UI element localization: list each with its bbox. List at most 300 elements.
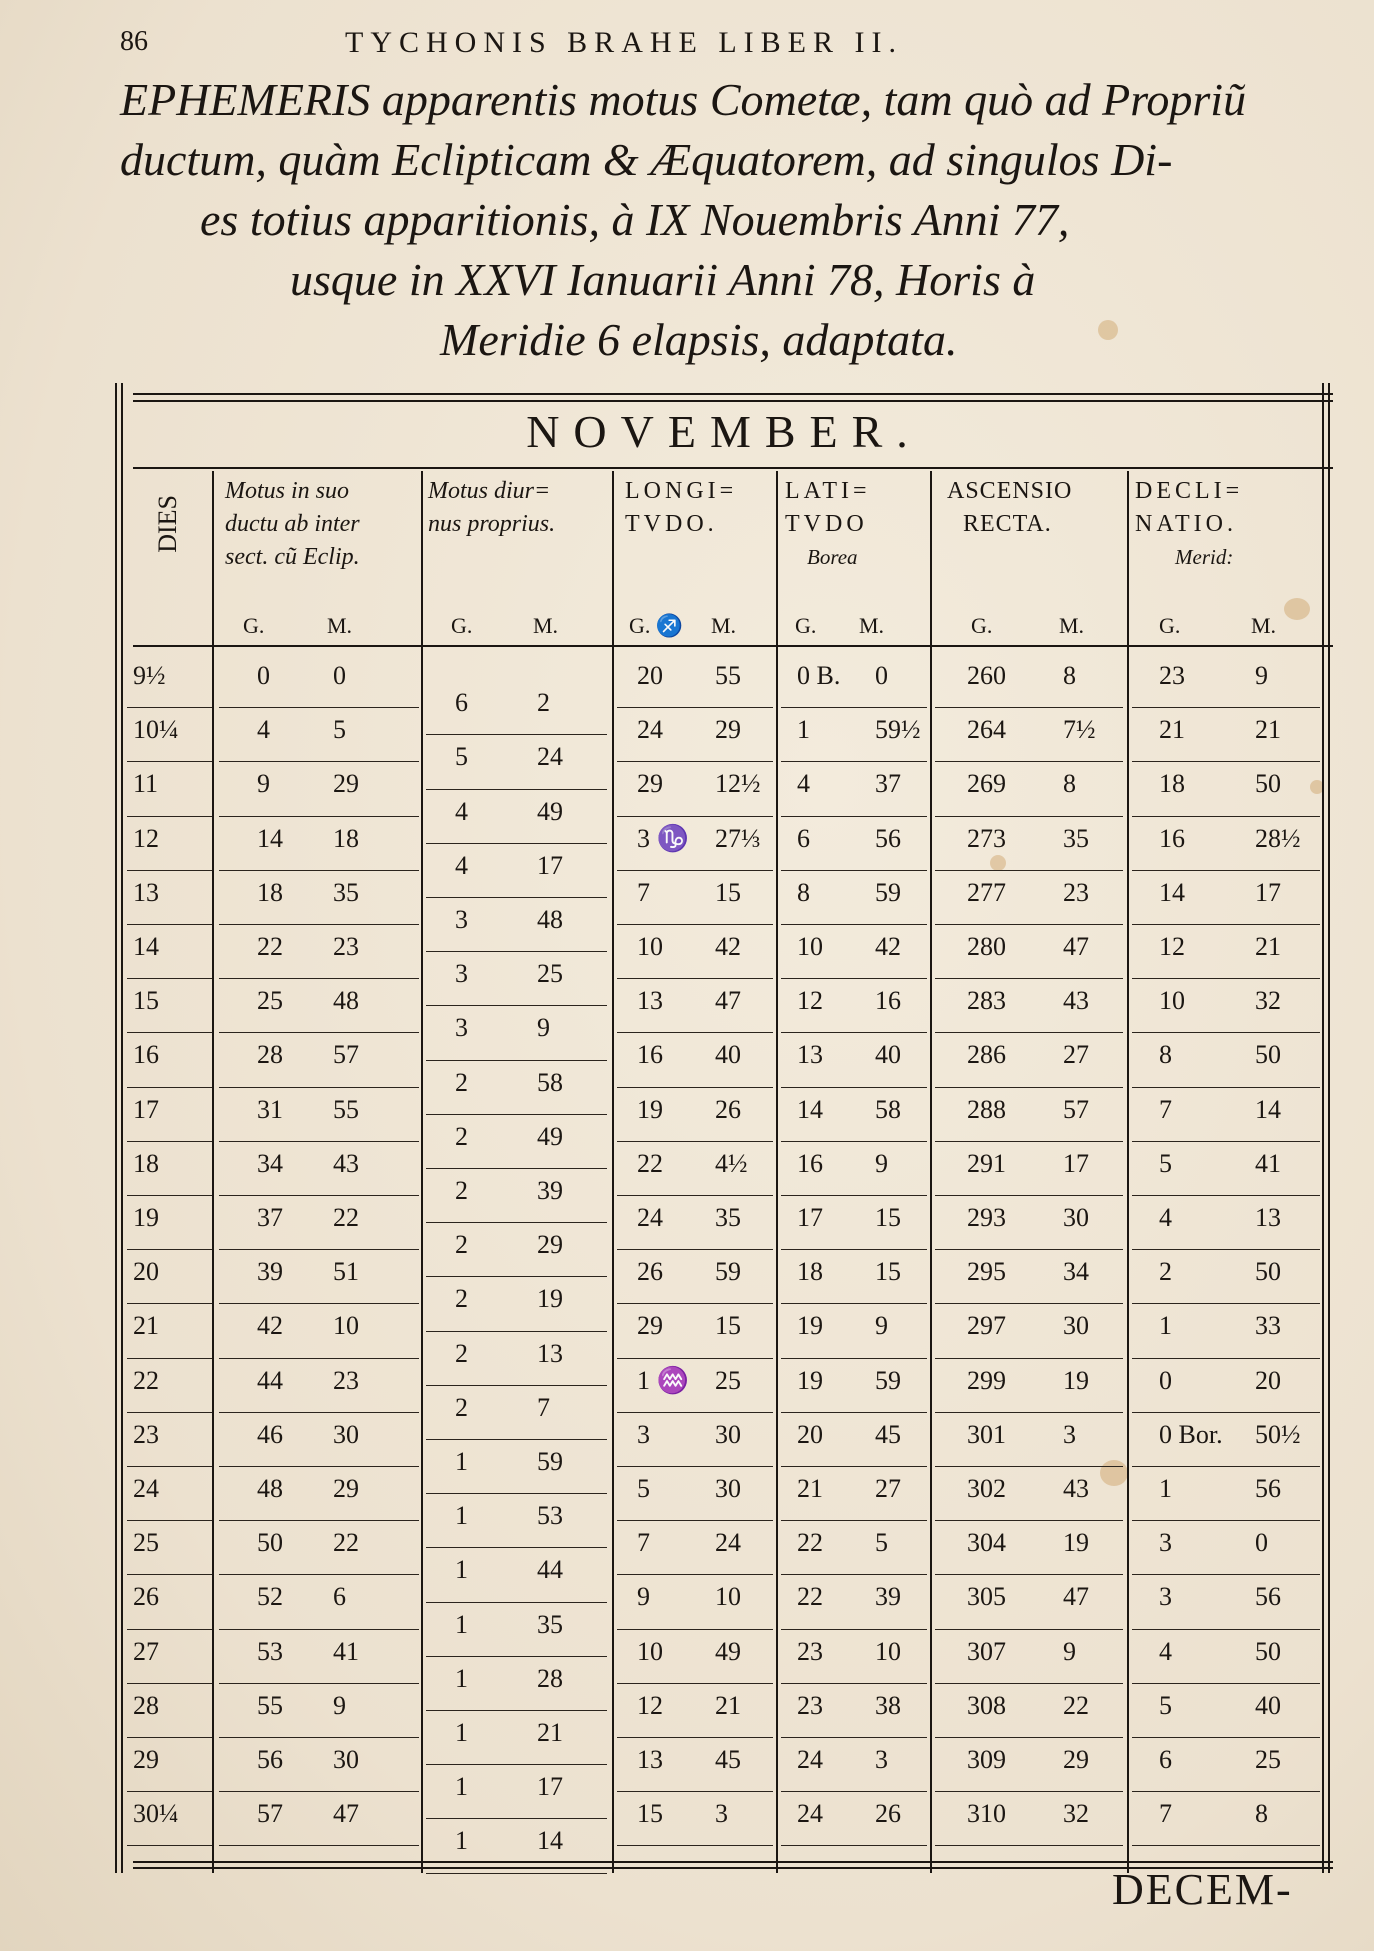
cell-asc-g: 297 bbox=[967, 1311, 1006, 1341]
row-rule bbox=[219, 1629, 419, 1630]
cell-long-g: 26 bbox=[637, 1257, 663, 1287]
header-motus-ductu bbox=[225, 475, 360, 574]
cell-lat-g: 13 bbox=[797, 1040, 823, 1070]
cell-long-g: 29 bbox=[637, 769, 663, 799]
cell-long-g: 5 bbox=[637, 1474, 650, 1503]
cell-lat-m: 0 bbox=[875, 661, 888, 690]
cell-lat-g: 4 bbox=[797, 769, 810, 799]
cell-asc-m: 9 bbox=[1063, 1636, 1076, 1666]
row-rule bbox=[219, 707, 419, 708]
row-rule bbox=[617, 761, 773, 762]
unit-label: G. ♐ bbox=[629, 613, 684, 638]
cell-long-m: 49 bbox=[715, 1636, 741, 1666]
row-rule bbox=[935, 1303, 1123, 1304]
cell-decl-m: 0 bbox=[1255, 1528, 1268, 1558]
row-rule bbox=[219, 1737, 419, 1738]
row-rule bbox=[127, 1791, 212, 1792]
cell-dies: 16 bbox=[133, 1040, 159, 1070]
row-rule bbox=[219, 870, 419, 871]
cell-ductu-m: 35 bbox=[333, 877, 359, 907]
cell-long-g: 22 bbox=[637, 1148, 663, 1178]
row-rule bbox=[781, 1737, 927, 1738]
header-line: ASCENSIO bbox=[947, 478, 1073, 504]
cell-ductu-m: 6 bbox=[333, 1582, 346, 1612]
row-rule bbox=[781, 1249, 927, 1250]
cell-asc-g: 277 bbox=[967, 877, 1006, 907]
cell-diurnus-m: 53 bbox=[537, 1501, 563, 1531]
header-longitudo bbox=[625, 475, 737, 541]
cell-lat-m: 45 bbox=[875, 1419, 901, 1449]
cell-long-m: 30 bbox=[715, 1474, 741, 1503]
cell-long-m: 15 bbox=[715, 1311, 741, 1341]
row-rule bbox=[219, 1358, 419, 1359]
cell-diurnus-g: 1 bbox=[455, 1446, 468, 1476]
row-rule bbox=[1132, 1303, 1320, 1304]
cell-ductu-g: 48 bbox=[257, 1474, 283, 1503]
cell-asc-g: 307 bbox=[967, 1636, 1006, 1666]
cell-decl-g: 23 bbox=[1159, 661, 1185, 690]
cell-asc-m: 35 bbox=[1063, 823, 1089, 853]
title-block bbox=[110, 70, 1350, 370]
row-rule bbox=[426, 951, 607, 952]
cell-decl-m: 33 bbox=[1255, 1311, 1281, 1341]
cell-dies: 20 bbox=[133, 1257, 159, 1287]
cell-decl-m: 50 bbox=[1255, 1257, 1281, 1287]
row-rule bbox=[426, 1873, 607, 1874]
cell-ductu-g: 4 bbox=[257, 715, 270, 745]
cell-diurnus-m: 48 bbox=[537, 904, 563, 934]
cell-diurnus-g: 2 bbox=[455, 1230, 468, 1260]
cell-ductu-m: 41 bbox=[333, 1636, 359, 1666]
row-rule bbox=[426, 897, 607, 898]
table-bottom-rule bbox=[133, 1861, 1333, 1863]
header-declinatio bbox=[1135, 475, 1243, 574]
row-rule bbox=[127, 1358, 212, 1359]
cell-lat-m: 9 bbox=[875, 1311, 888, 1341]
cell-long-m: 42 bbox=[715, 932, 741, 961]
row-rule bbox=[781, 1358, 927, 1359]
unit-label: G. bbox=[451, 613, 473, 638]
cell-decl-g: 0 bbox=[1159, 1365, 1172, 1395]
cell-diurnus-g: 2 bbox=[455, 1175, 468, 1205]
cell-lat-m: 27 bbox=[875, 1474, 901, 1503]
row-rule bbox=[617, 1845, 773, 1846]
row-rule bbox=[1132, 1629, 1320, 1630]
table-top-rule bbox=[133, 393, 1333, 395]
cell-asc-m: 57 bbox=[1063, 1094, 1089, 1124]
header-line: TVDO. bbox=[625, 511, 718, 537]
row-rule bbox=[935, 1032, 1123, 1033]
cell-long-g: 1 ♒ bbox=[637, 1365, 689, 1395]
cell-asc-m: 8 bbox=[1063, 661, 1076, 690]
cell-asc-g: 304 bbox=[967, 1528, 1006, 1558]
cell-decl-g: 5 bbox=[1159, 1148, 1172, 1178]
row-rule bbox=[127, 1032, 212, 1033]
cell-decl-g: 16 bbox=[1159, 823, 1185, 853]
cell-decl-m: 28½ bbox=[1255, 823, 1301, 853]
row-rule bbox=[127, 1087, 212, 1088]
header-line: Merid: bbox=[1175, 545, 1234, 569]
row-rule bbox=[127, 1845, 212, 1846]
cell-diurnus-m: 29 bbox=[537, 1230, 563, 1260]
row-rule bbox=[127, 1466, 212, 1467]
cell-diurnus-g: 1 bbox=[455, 1663, 468, 1693]
ephemeris-table bbox=[115, 383, 1333, 1873]
row-rule bbox=[617, 1466, 773, 1467]
cell-diurnus-g: 1 bbox=[455, 1717, 468, 1747]
cell-lat-m: 37 bbox=[875, 769, 901, 799]
cell-long-m: 15 bbox=[715, 877, 741, 907]
cell-decl-g: 2 bbox=[1159, 1257, 1172, 1287]
cell-dies: 21 bbox=[133, 1311, 159, 1341]
row-rule bbox=[935, 870, 1123, 871]
row-rule bbox=[1132, 1195, 1320, 1196]
row-rule bbox=[1132, 761, 1320, 762]
row-rule bbox=[219, 1574, 419, 1575]
row-rule bbox=[1132, 1466, 1320, 1467]
cell-decl-m: 8 bbox=[1255, 1799, 1268, 1829]
cell-asc-m: 19 bbox=[1063, 1528, 1089, 1558]
unit-label: M. bbox=[711, 613, 737, 638]
cell-decl-g: 5 bbox=[1159, 1690, 1172, 1720]
row-rule bbox=[781, 1141, 927, 1142]
cell-lat-m: 59½ bbox=[875, 715, 921, 745]
cell-dies: 15 bbox=[133, 986, 159, 1016]
cell-long-m: 29 bbox=[715, 715, 741, 745]
cell-dies: 10¼ bbox=[133, 715, 179, 745]
cell-decl-m: 50 bbox=[1255, 1040, 1281, 1070]
cell-asc-m: 22 bbox=[1063, 1690, 1089, 1720]
cell-long-m: 21 bbox=[715, 1690, 741, 1720]
row-rule bbox=[219, 1466, 419, 1467]
cell-dies: 11 bbox=[133, 769, 159, 799]
cell-lat-m: 16 bbox=[875, 986, 901, 1016]
row-rule bbox=[617, 1087, 773, 1088]
cell-ductu-m: 23 bbox=[333, 932, 359, 961]
row-rule bbox=[426, 1222, 607, 1223]
row-rule bbox=[127, 1737, 212, 1738]
row-rule bbox=[219, 1195, 419, 1196]
cell-lat-m: 56 bbox=[875, 823, 901, 853]
row-rule bbox=[781, 707, 927, 708]
cell-asc-g: 295 bbox=[967, 1257, 1006, 1287]
cell-lat-g: 23 bbox=[797, 1636, 823, 1666]
row-rule bbox=[781, 870, 927, 871]
row-rule bbox=[781, 1791, 927, 1792]
cell-long-m: 12½ bbox=[715, 769, 761, 799]
cell-long-g: 12 bbox=[637, 1690, 663, 1720]
cell-diurnus-g: 2 bbox=[455, 1121, 468, 1151]
cell-decl-m: 21 bbox=[1255, 715, 1281, 745]
row-rule bbox=[935, 1466, 1123, 1467]
column-rule bbox=[612, 471, 614, 1873]
row-rule bbox=[219, 924, 419, 925]
row-rule bbox=[1132, 1141, 1320, 1142]
row-rule bbox=[617, 1412, 773, 1413]
cell-long-g: 16 bbox=[637, 1040, 663, 1070]
cell-asc-g: 301 bbox=[967, 1419, 1006, 1449]
row-rule bbox=[617, 816, 773, 817]
cell-long-m: 47 bbox=[715, 986, 741, 1016]
row-rule bbox=[127, 1629, 212, 1630]
cell-diurnus-m: 44 bbox=[537, 1555, 563, 1585]
cell-decl-g: 1 bbox=[1159, 1311, 1172, 1341]
cell-ductu-m: 51 bbox=[333, 1257, 359, 1287]
header-line: DECLI= bbox=[1135, 478, 1244, 504]
cell-diurnus-m: 7 bbox=[537, 1392, 550, 1422]
cell-dies: 26 bbox=[133, 1582, 159, 1612]
cell-ductu-m: 23 bbox=[333, 1365, 359, 1395]
cell-lat-g: 10 bbox=[797, 932, 823, 961]
cell-ductu-g: 31 bbox=[257, 1094, 283, 1124]
row-rule bbox=[219, 978, 419, 979]
cell-decl-m: 50 bbox=[1255, 769, 1281, 799]
cell-decl-m: 20 bbox=[1255, 1365, 1281, 1395]
cell-lat-g: 17 bbox=[797, 1203, 823, 1232]
header-dies: DIES bbox=[153, 495, 182, 553]
cell-dies: 12 bbox=[133, 823, 159, 853]
cell-dies: 9½ bbox=[133, 661, 166, 690]
cell-decl-g: 4 bbox=[1159, 1203, 1172, 1232]
row-rule bbox=[127, 1412, 212, 1413]
cell-lat-m: 58 bbox=[875, 1094, 901, 1124]
row-rule bbox=[935, 1574, 1123, 1575]
row-rule bbox=[935, 1195, 1123, 1196]
row-rule bbox=[1132, 816, 1320, 817]
cell-diurnus-m: 17 bbox=[537, 1772, 563, 1802]
row-rule bbox=[617, 978, 773, 979]
cell-decl-g: 12 bbox=[1159, 932, 1185, 961]
cell-asc-m: 30 bbox=[1063, 1311, 1089, 1341]
row-rule bbox=[935, 707, 1123, 708]
cell-long-g: 24 bbox=[637, 715, 663, 745]
row-rule bbox=[935, 1358, 1123, 1359]
cell-lat-g: 16 bbox=[797, 1148, 823, 1178]
row-rule bbox=[219, 1141, 419, 1142]
row-rule bbox=[426, 1602, 607, 1603]
row-rule bbox=[219, 761, 419, 762]
column-rule bbox=[930, 471, 932, 1873]
cell-decl-g: 7 bbox=[1159, 1799, 1172, 1829]
cell-dies: 19 bbox=[133, 1203, 159, 1232]
cell-diurnus-m: 2 bbox=[537, 688, 550, 718]
row-rule bbox=[127, 761, 212, 762]
row-rule bbox=[127, 1520, 212, 1521]
cell-ductu-g: 34 bbox=[257, 1148, 283, 1178]
cell-ductu-g: 9 bbox=[257, 769, 270, 799]
cell-long-g: 7 bbox=[637, 1528, 650, 1558]
header-line: Motus diur= bbox=[428, 478, 551, 504]
unit-label: M. bbox=[859, 613, 885, 638]
unit-label: M. bbox=[327, 613, 353, 638]
row-rule bbox=[127, 1249, 212, 1250]
cell-diurnus-m: 9 bbox=[537, 1013, 550, 1043]
header-line: ductu ab inter bbox=[225, 511, 360, 537]
header-line: sect. cũ Eclip. bbox=[225, 544, 360, 570]
cell-decl-g: 6 bbox=[1159, 1745, 1172, 1774]
cell-lat-m: 15 bbox=[875, 1203, 901, 1232]
row-rule bbox=[1132, 707, 1320, 708]
row-rule bbox=[1132, 1249, 1320, 1250]
row-rule bbox=[617, 1683, 773, 1684]
cell-asc-g: 291 bbox=[967, 1148, 1006, 1178]
cell-long-m: 10 bbox=[715, 1582, 741, 1612]
cell-long-g: 10 bbox=[637, 1636, 663, 1666]
cell-ductu-g: 52 bbox=[257, 1582, 283, 1612]
row-rule bbox=[219, 1303, 419, 1304]
cell-dies: 22 bbox=[133, 1365, 159, 1395]
cell-lat-g: 19 bbox=[797, 1365, 823, 1395]
cell-long-m: 25 bbox=[715, 1365, 741, 1395]
cell-lat-m: 9 bbox=[875, 1148, 888, 1178]
cell-lat-g: 8 bbox=[797, 877, 810, 907]
cell-ductu-m: 9 bbox=[333, 1690, 346, 1720]
unit-label: G. bbox=[1159, 613, 1181, 638]
header-line: TVDO bbox=[785, 511, 868, 537]
cell-decl-m: 25 bbox=[1255, 1745, 1281, 1774]
cell-asc-g: 286 bbox=[967, 1040, 1006, 1070]
cell-asc-g: 309 bbox=[967, 1745, 1006, 1774]
cell-decl-m: 9 bbox=[1255, 661, 1268, 690]
cell-dies: 24 bbox=[133, 1474, 159, 1503]
row-rule bbox=[426, 1818, 607, 1819]
cell-ductu-g: 55 bbox=[257, 1690, 283, 1720]
row-rule bbox=[935, 1845, 1123, 1846]
row-rule bbox=[219, 1791, 419, 1792]
cell-lat-g: 24 bbox=[797, 1745, 823, 1774]
cell-diurnus-m: 17 bbox=[537, 850, 563, 880]
cell-asc-g: 305 bbox=[967, 1582, 1006, 1612]
row-rule bbox=[426, 1710, 607, 1711]
row-rule bbox=[617, 1574, 773, 1575]
cell-diurnus-m: 21 bbox=[537, 1717, 563, 1747]
cell-asc-g: 293 bbox=[967, 1203, 1006, 1232]
row-rule bbox=[935, 924, 1123, 925]
row-rule bbox=[127, 816, 212, 817]
row-rule bbox=[935, 1683, 1123, 1684]
cell-diurnus-g: 1 bbox=[455, 1501, 468, 1531]
cell-asc-g: 299 bbox=[967, 1365, 1006, 1395]
cell-decl-m: 56 bbox=[1255, 1474, 1281, 1503]
cell-asc-m: 7½ bbox=[1063, 715, 1096, 745]
cell-lat-m: 59 bbox=[875, 877, 901, 907]
cell-asc-g: 280 bbox=[967, 932, 1006, 961]
row-rule bbox=[426, 1114, 607, 1115]
row-rule bbox=[617, 1358, 773, 1359]
cell-decl-g: 1 bbox=[1159, 1474, 1172, 1503]
cell-diurnus-g: 4 bbox=[455, 796, 468, 826]
row-rule bbox=[617, 1520, 773, 1521]
row-rule bbox=[935, 1412, 1123, 1413]
cell-ductu-g: 0 bbox=[257, 661, 270, 690]
cell-lat-m: 15 bbox=[875, 1257, 901, 1287]
cell-decl-g: 18 bbox=[1159, 769, 1185, 799]
cell-long-g: 13 bbox=[637, 986, 663, 1016]
cell-diurnus-g: 1 bbox=[455, 1826, 468, 1856]
row-rule bbox=[219, 1412, 419, 1413]
cell-ductu-g: 53 bbox=[257, 1636, 283, 1666]
cell-diurnus-g: 2 bbox=[455, 1284, 468, 1314]
row-rule bbox=[1132, 1520, 1320, 1521]
cell-ductu-g: 37 bbox=[257, 1203, 283, 1232]
month-title: NOVEMBER. bbox=[526, 406, 922, 457]
row-rule bbox=[127, 870, 212, 871]
header-motus-diurnus bbox=[428, 475, 555, 541]
cell-ductu-g: 46 bbox=[257, 1419, 283, 1449]
row-rule bbox=[426, 1656, 607, 1657]
cell-long-m: 4½ bbox=[715, 1148, 748, 1178]
cell-dies: 23 bbox=[133, 1419, 159, 1449]
cell-lat-g: 18 bbox=[797, 1257, 823, 1287]
cell-lat-m: 3 bbox=[875, 1745, 888, 1774]
cell-asc-g: 264 bbox=[967, 715, 1006, 745]
cell-lat-g: 23 bbox=[797, 1690, 823, 1720]
row-rule bbox=[127, 1195, 212, 1196]
cell-asc-m: 3 bbox=[1063, 1419, 1076, 1449]
cell-diurnus-m: 25 bbox=[537, 959, 563, 989]
cell-ductu-m: 43 bbox=[333, 1148, 359, 1178]
header-line: Motus in suo bbox=[225, 478, 350, 504]
cell-diurnus-m: 49 bbox=[537, 1121, 563, 1151]
row-rule bbox=[781, 1845, 927, 1846]
unit-label: M. bbox=[1059, 613, 1085, 638]
unit-label: G. bbox=[243, 613, 265, 638]
cell-decl-m: 13 bbox=[1255, 1203, 1281, 1232]
cell-decl-m: 14 bbox=[1255, 1094, 1281, 1124]
header-rule bbox=[133, 467, 1333, 469]
cell-decl-g: 10 bbox=[1159, 986, 1185, 1016]
row-rule bbox=[426, 1493, 607, 1494]
header-ascensio bbox=[947, 475, 1072, 541]
cell-lat-g: 20 bbox=[797, 1419, 823, 1449]
row-rule bbox=[219, 1683, 419, 1684]
cell-long-g: 20 bbox=[637, 661, 663, 690]
cell-long-m: 55 bbox=[715, 661, 741, 690]
cell-diurnus-m: 24 bbox=[537, 742, 563, 772]
cell-long-g: 9 bbox=[637, 1582, 650, 1612]
cell-lat-g: 12 bbox=[797, 986, 823, 1016]
row-rule bbox=[219, 1249, 419, 1250]
cell-ductu-g: 56 bbox=[257, 1745, 283, 1774]
cell-long-m: 27⅓ bbox=[715, 823, 761, 853]
row-rule bbox=[935, 1737, 1123, 1738]
cell-dies: 14 bbox=[133, 932, 159, 961]
header-line: RECTA. bbox=[963, 511, 1052, 537]
header-latitudo bbox=[785, 475, 871, 574]
cell-decl-g: 3 bbox=[1159, 1582, 1172, 1612]
cell-diurnus-m: 14 bbox=[537, 1826, 563, 1856]
row-rule bbox=[617, 1032, 773, 1033]
running-head bbox=[0, 22, 1374, 62]
row-rule bbox=[426, 1385, 607, 1386]
row-rule bbox=[781, 761, 927, 762]
cell-asc-g: 260 bbox=[967, 661, 1006, 690]
row-rule bbox=[426, 1276, 607, 1277]
running-title: TYCHONIS BRAHE LIBER II. bbox=[345, 26, 903, 59]
cell-lat-m: 10 bbox=[875, 1636, 901, 1666]
cell-decl-m: 17 bbox=[1255, 877, 1281, 907]
row-rule bbox=[1132, 870, 1320, 871]
row-rule bbox=[781, 924, 927, 925]
cell-ductu-g: 25 bbox=[257, 986, 283, 1016]
row-rule bbox=[127, 1141, 212, 1142]
column-rule bbox=[421, 471, 423, 1873]
cell-dies: 17 bbox=[133, 1094, 159, 1124]
row-rule bbox=[426, 1005, 607, 1006]
cell-asc-m: 8 bbox=[1063, 769, 1076, 799]
row-rule bbox=[935, 1141, 1123, 1142]
cell-ductu-g: 39 bbox=[257, 1257, 283, 1287]
